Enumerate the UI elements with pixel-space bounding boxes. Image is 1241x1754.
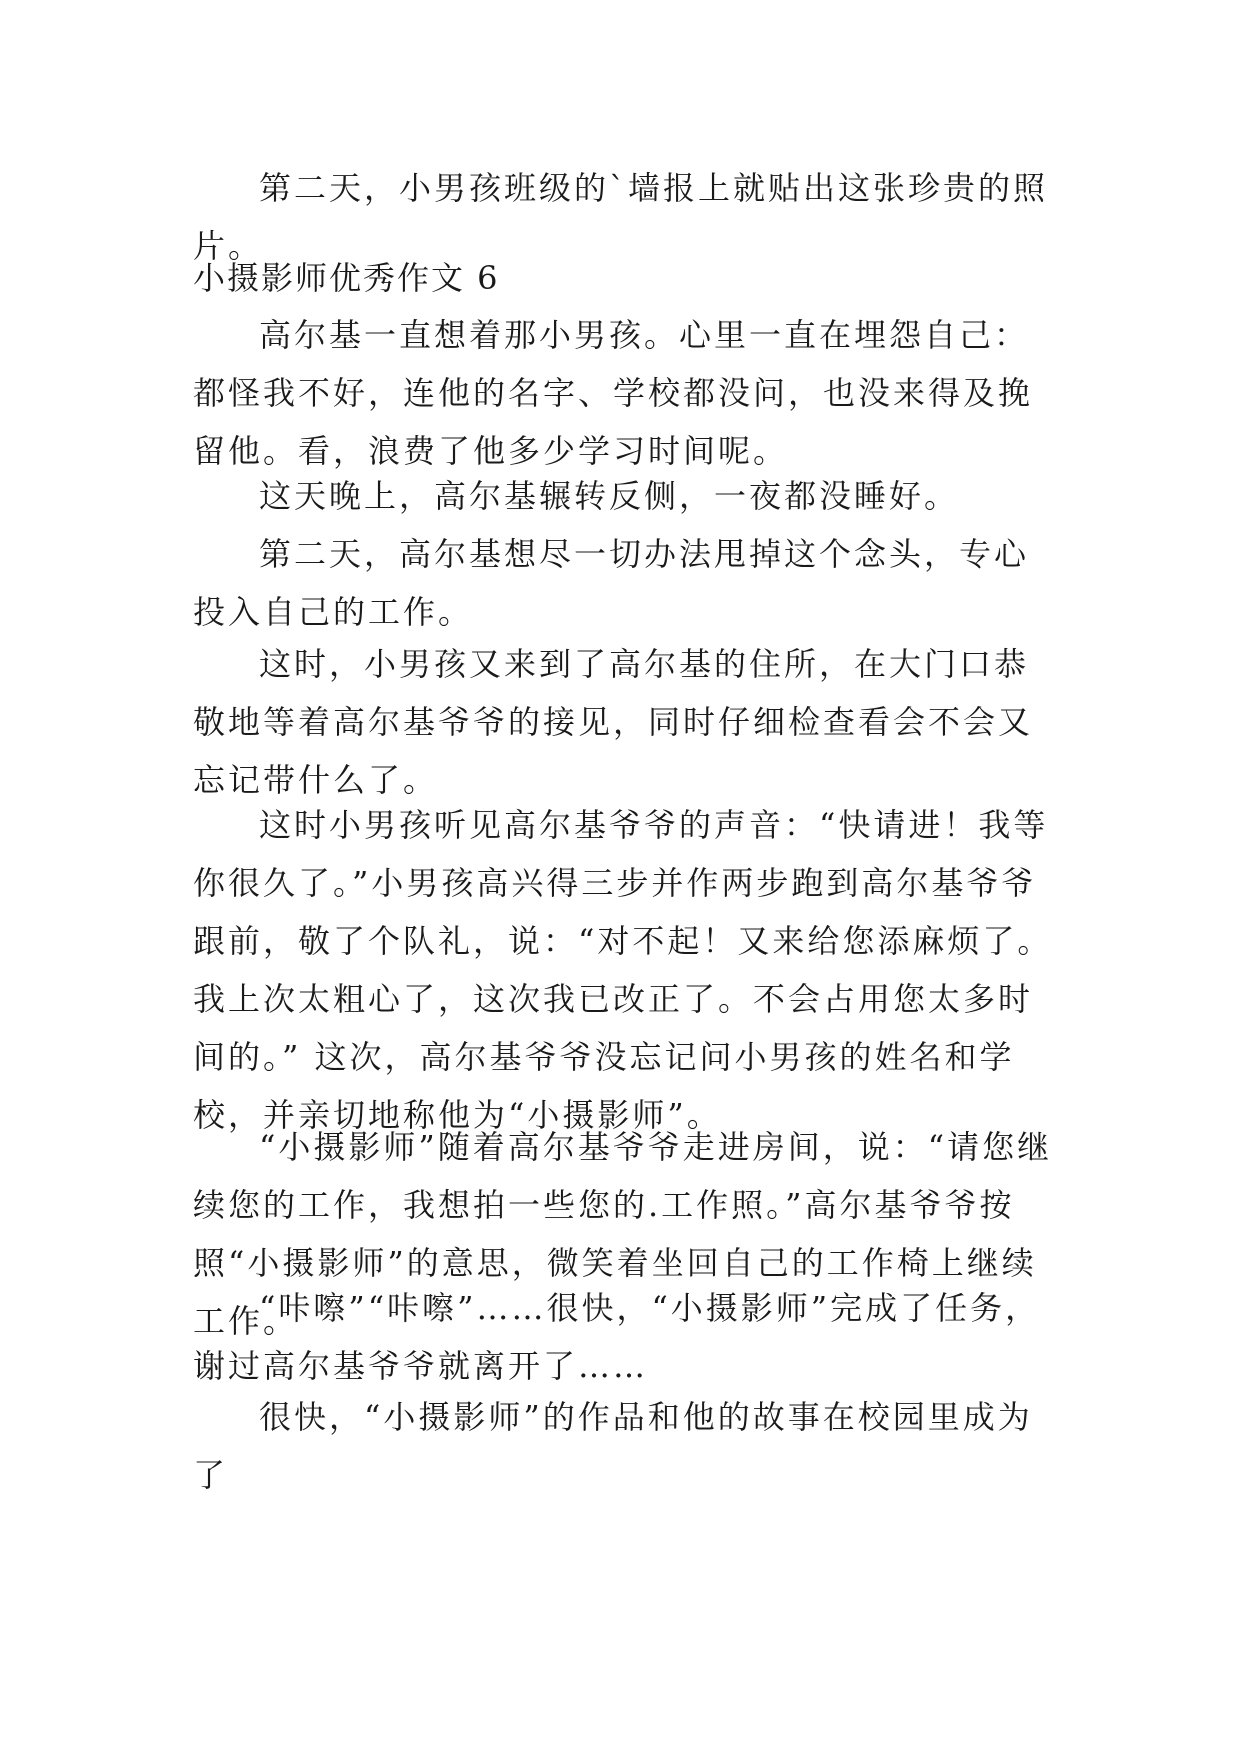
paragraph-5: 这时小男孩听见高尔基爷爷的声音：“快请进！我等你很久了。”小男孩高兴得三步并作两步跑到高尔基爷爷跟前，敬了个队礼，说：“对不起！又来给您添麻烦了。我上次太粗心了，这次我已改正了。不会占用您太多时间的。” 这次，高尔基爷爷没忘记问小男孩的姓名和学校，并亲切地称他为“小摄影师”。 bbox=[193, 806, 1053, 1134]
paragraph-1: 高尔基一直想着那小男孩。心里一直在埋怨自己：都怪我不好，连他的名字、学校都没问，也没来得及挽留他。看，浪费了他多少学习时间呢。 bbox=[193, 316, 1034, 470]
section-title: 小摄影师优秀作文 6 bbox=[193, 259, 500, 297]
top-paragraph: 第二天，小男孩班级的`墙报上就贴出这张珍贵的照片。 bbox=[193, 169, 1049, 265]
paragraph-6: “小摄影师”随着高尔基爷爷走进房间，说：“请您继续您的工作，我想拍一些您的.工作照。”高尔基爷爷按照“小摄影师”的意思，微笑着坐回自己的工作椅上继续工作。 bbox=[193, 1128, 1053, 1340]
paragraph-8: 很快，“小摄影师”的作品和他的故事在校园里成为了 bbox=[193, 1398, 1033, 1494]
paragraph-3: 第二天，高尔基想尽一切办法甩掉这个念头，专心投入自己的工作。 bbox=[193, 535, 1030, 631]
paragraph-4: 这时，小男孩又来到了高尔基的住所，在大门口恭敬地等着高尔基爷爷的接见，同时仔细检查看会不会又忘记带什么了。 bbox=[193, 645, 1034, 799]
paragraph-7: “咔嚓”“咔嚓”……很快，“小摄影师”完成了任务，谢过高尔基爷爷就离开了…… bbox=[193, 1289, 1041, 1385]
paragraph-2: 这天晚上，高尔基辗转反侧，一夜都没睡好。 bbox=[259, 477, 960, 515]
